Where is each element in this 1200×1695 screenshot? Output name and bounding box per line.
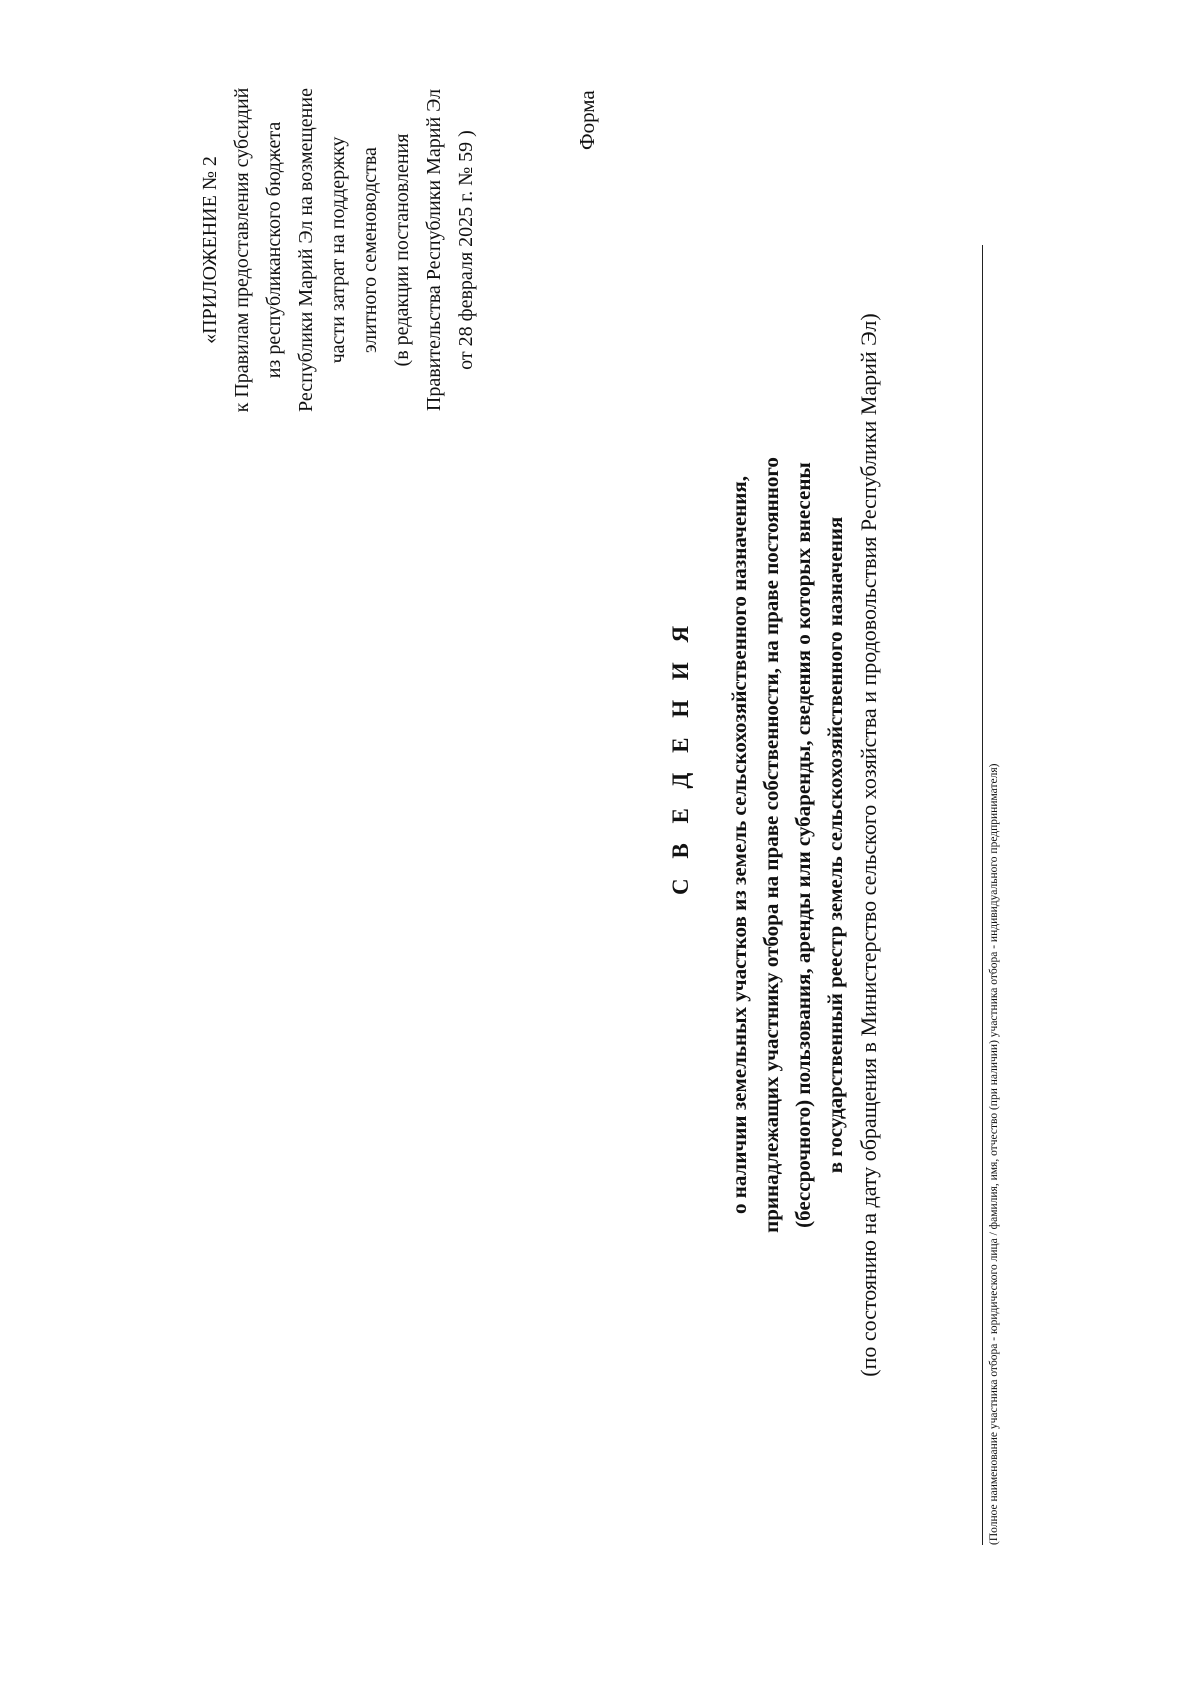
participant-name-line — [982, 245, 983, 1545]
appendix-line: Правительства Республики Марий Эл — [423, 88, 445, 412]
appendix-line: Республики Марий Эл на возмещение — [295, 88, 317, 412]
heading-line: принадлежащих участнику отбора на праве собственности, на праве постоянного — [759, 457, 783, 1233]
document-title: С В Е Д Е Н И Я — [668, 618, 693, 895]
appendix-line: элитного семеноводства — [359, 147, 381, 353]
form-label: Форма — [575, 90, 599, 150]
appendix-line: из республиканского бюджета — [263, 121, 285, 379]
heading-line: (бессрочного) пользования, аренды или субаренды, сведения о которых внесены — [791, 462, 815, 1228]
heading-line: в государственный реестр земель сельскохозяйственного назначения — [823, 516, 847, 1174]
participant-caption: (Полное наименование участника отбора - юридического лица / фамилия, имя, отчество (при наличии) участника отбора - индивидуального предпринимателя) — [988, 763, 1000, 1545]
appendix-line: к Правилам предоставления субсидий — [231, 87, 253, 413]
heading-line: о наличии земельных участков из земель сельскохозяйственного назначения, — [727, 476, 751, 1214]
heading-subtitle: (по состоянию на дату обращения в Министерство сельского хозяйства и продовольствия Республики Марий Эл) — [856, 313, 881, 1377]
appendix-line: от 28 февраля 2025 г. № 59 ) — [455, 130, 477, 370]
appendix-line: части затрат на поддержку — [327, 136, 349, 364]
appendix-line: «ПРИЛОЖЕНИЕ № 2 — [199, 156, 221, 344]
appendix-line: (в редакции постановления — [391, 133, 413, 367]
